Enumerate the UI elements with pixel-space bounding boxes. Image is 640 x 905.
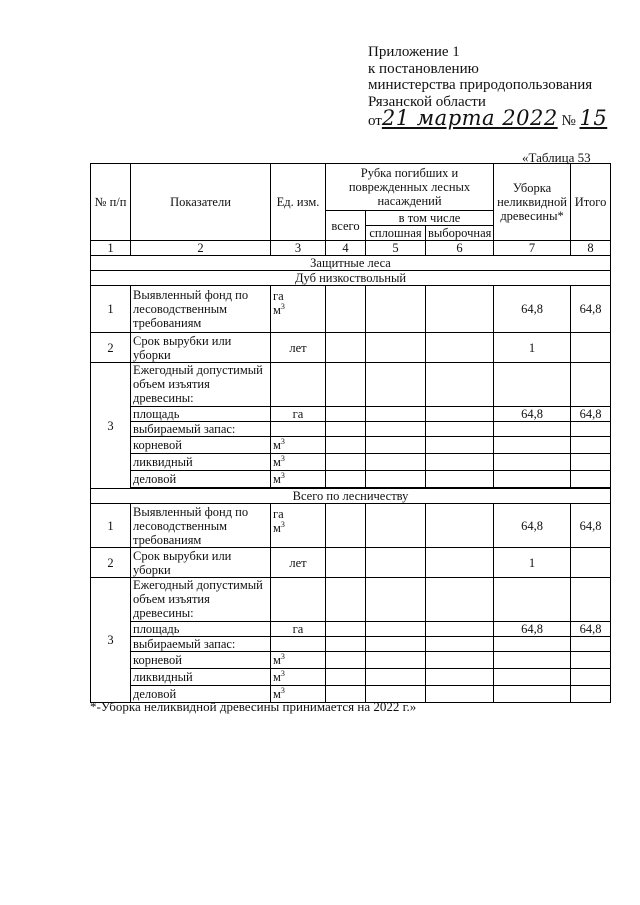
header-cleanup: Уборка неликвидной древесины* <box>494 164 571 241</box>
row-unit: лет <box>271 333 326 363</box>
row-itogo-value <box>571 548 611 578</box>
header-line-4: Рязанской области <box>368 93 486 110</box>
sub-label: ликвидный <box>131 454 271 471</box>
col-number: 7 <box>494 241 571 256</box>
header-total: всего <box>326 211 366 241</box>
row-label: Срок вырубки или уборки <box>131 333 271 363</box>
header-indicator: Показатели <box>131 164 271 241</box>
sub-unit: $м^3$ <box>271 471 326 488</box>
subsection-title: Дуб низкоствольный <box>91 271 611 286</box>
row-num: 1 <box>91 286 131 333</box>
table-row <box>91 548 611 578</box>
col-number: 5 <box>366 241 426 256</box>
section-title: Защитные леса <box>91 256 611 271</box>
data-table <box>90 163 611 703</box>
number-prefix: № <box>561 113 576 129</box>
table-row <box>91 333 611 363</box>
area-unit: га <box>271 407 326 422</box>
sub-unit: $м^3$ <box>271 652 326 669</box>
column-number-row <box>91 241 611 256</box>
table-row <box>91 363 611 407</box>
area-label: площадь <box>131 622 271 637</box>
table-row <box>91 286 611 333</box>
document-header <box>368 44 620 130</box>
handwritten-number: 15 <box>579 106 608 130</box>
row-label: Ежегодный допустимый объем изъятия древесины: <box>131 578 271 622</box>
sub-unit: $м^3$ <box>271 454 326 471</box>
stock-label: выбираемый запас: <box>131 422 271 437</box>
from-prefix: от <box>368 113 382 129</box>
header-including: в том числе <box>366 211 494 226</box>
area-unit: га <box>271 622 326 637</box>
header-line-3: министерства природопользования <box>368 77 593 93</box>
handwritten-date: 21 марта 2022 <box>381 106 558 130</box>
sub-label: корневой <box>131 437 271 454</box>
header-itogo: Итого <box>571 164 611 241</box>
table-row <box>91 504 611 548</box>
col-number: 6 <box>426 241 494 256</box>
row-itogo-value <box>571 333 611 363</box>
area-cleanup-value: 64,8 <box>494 622 571 637</box>
date-number-line <box>368 106 620 130</box>
row-label: Выявленный фонд по лесоводственным требованиям <box>131 504 271 548</box>
area-label: площадь <box>131 407 271 422</box>
col-number: 3 <box>271 241 326 256</box>
header-num: № п/п <box>91 164 131 241</box>
footnote: *-Уборка неликвидной древесины принимается на 2022 г.» <box>90 699 417 714</box>
header-line-1: Приложение 1 <box>368 44 460 60</box>
header-clear: сплошная <box>366 226 426 241</box>
header-selective: выборочная <box>426 226 494 241</box>
row-num: 3 <box>91 363 131 489</box>
col-number: 8 <box>571 241 611 256</box>
sub-unit: $м^3$ <box>271 686 326 703</box>
subsection-title: Всего по лесничеству <box>91 489 611 504</box>
header-line-2: к постановлению <box>368 60 479 77</box>
row-itogo-value: 64,8 <box>571 504 611 548</box>
col-number: 2 <box>131 241 271 256</box>
row-label: Срок вырубки или уборки <box>131 548 271 578</box>
col-number: 1 <box>91 241 131 256</box>
row-cleanup-value: 64,8 <box>494 286 571 333</box>
sub-unit: $м^3$ <box>271 669 326 686</box>
sub-label: деловой <box>131 471 271 488</box>
row-itogo-value: 64,8 <box>571 286 611 333</box>
row-unit: лет <box>271 548 326 578</box>
row-label: Выявленный фонд по лесоводственным требованиям <box>131 286 271 333</box>
area-itogo-value: 64,8 <box>571 622 611 637</box>
area-cleanup-value: 64,8 <box>494 407 571 422</box>
area-itogo-value: 64,8 <box>571 407 611 422</box>
sub-unit: $м^3$ <box>271 437 326 454</box>
row-label: Ежегодный допустимый объем изъятия древесины: <box>131 363 271 407</box>
row-num: 2 <box>91 333 131 363</box>
sub-label: корневой <box>131 652 271 669</box>
row-unit: га $м^3$ <box>271 504 326 548</box>
row-cleanup-value: 64,8 <box>494 504 571 548</box>
row-unit: га $м^3$ <box>271 286 326 333</box>
row-num: 3 <box>91 578 131 703</box>
row-cleanup-value: 1 <box>494 548 571 578</box>
row-num: 2 <box>91 548 131 578</box>
header-felling: Рубка погибших и поврежденных лесных насаждений <box>326 164 494 211</box>
row-num: 1 <box>91 504 131 548</box>
table-label: «Таблица 53 <box>522 150 591 165</box>
sub-label: ликвидный <box>131 669 271 686</box>
row-cleanup-value: 1 <box>494 333 571 363</box>
col-number: 4 <box>326 241 366 256</box>
sub-label: деловой <box>131 686 271 703</box>
stock-label: выбираемый запас: <box>131 637 271 652</box>
table-row <box>91 578 611 622</box>
header-unit: Ед. изм. <box>271 164 326 241</box>
